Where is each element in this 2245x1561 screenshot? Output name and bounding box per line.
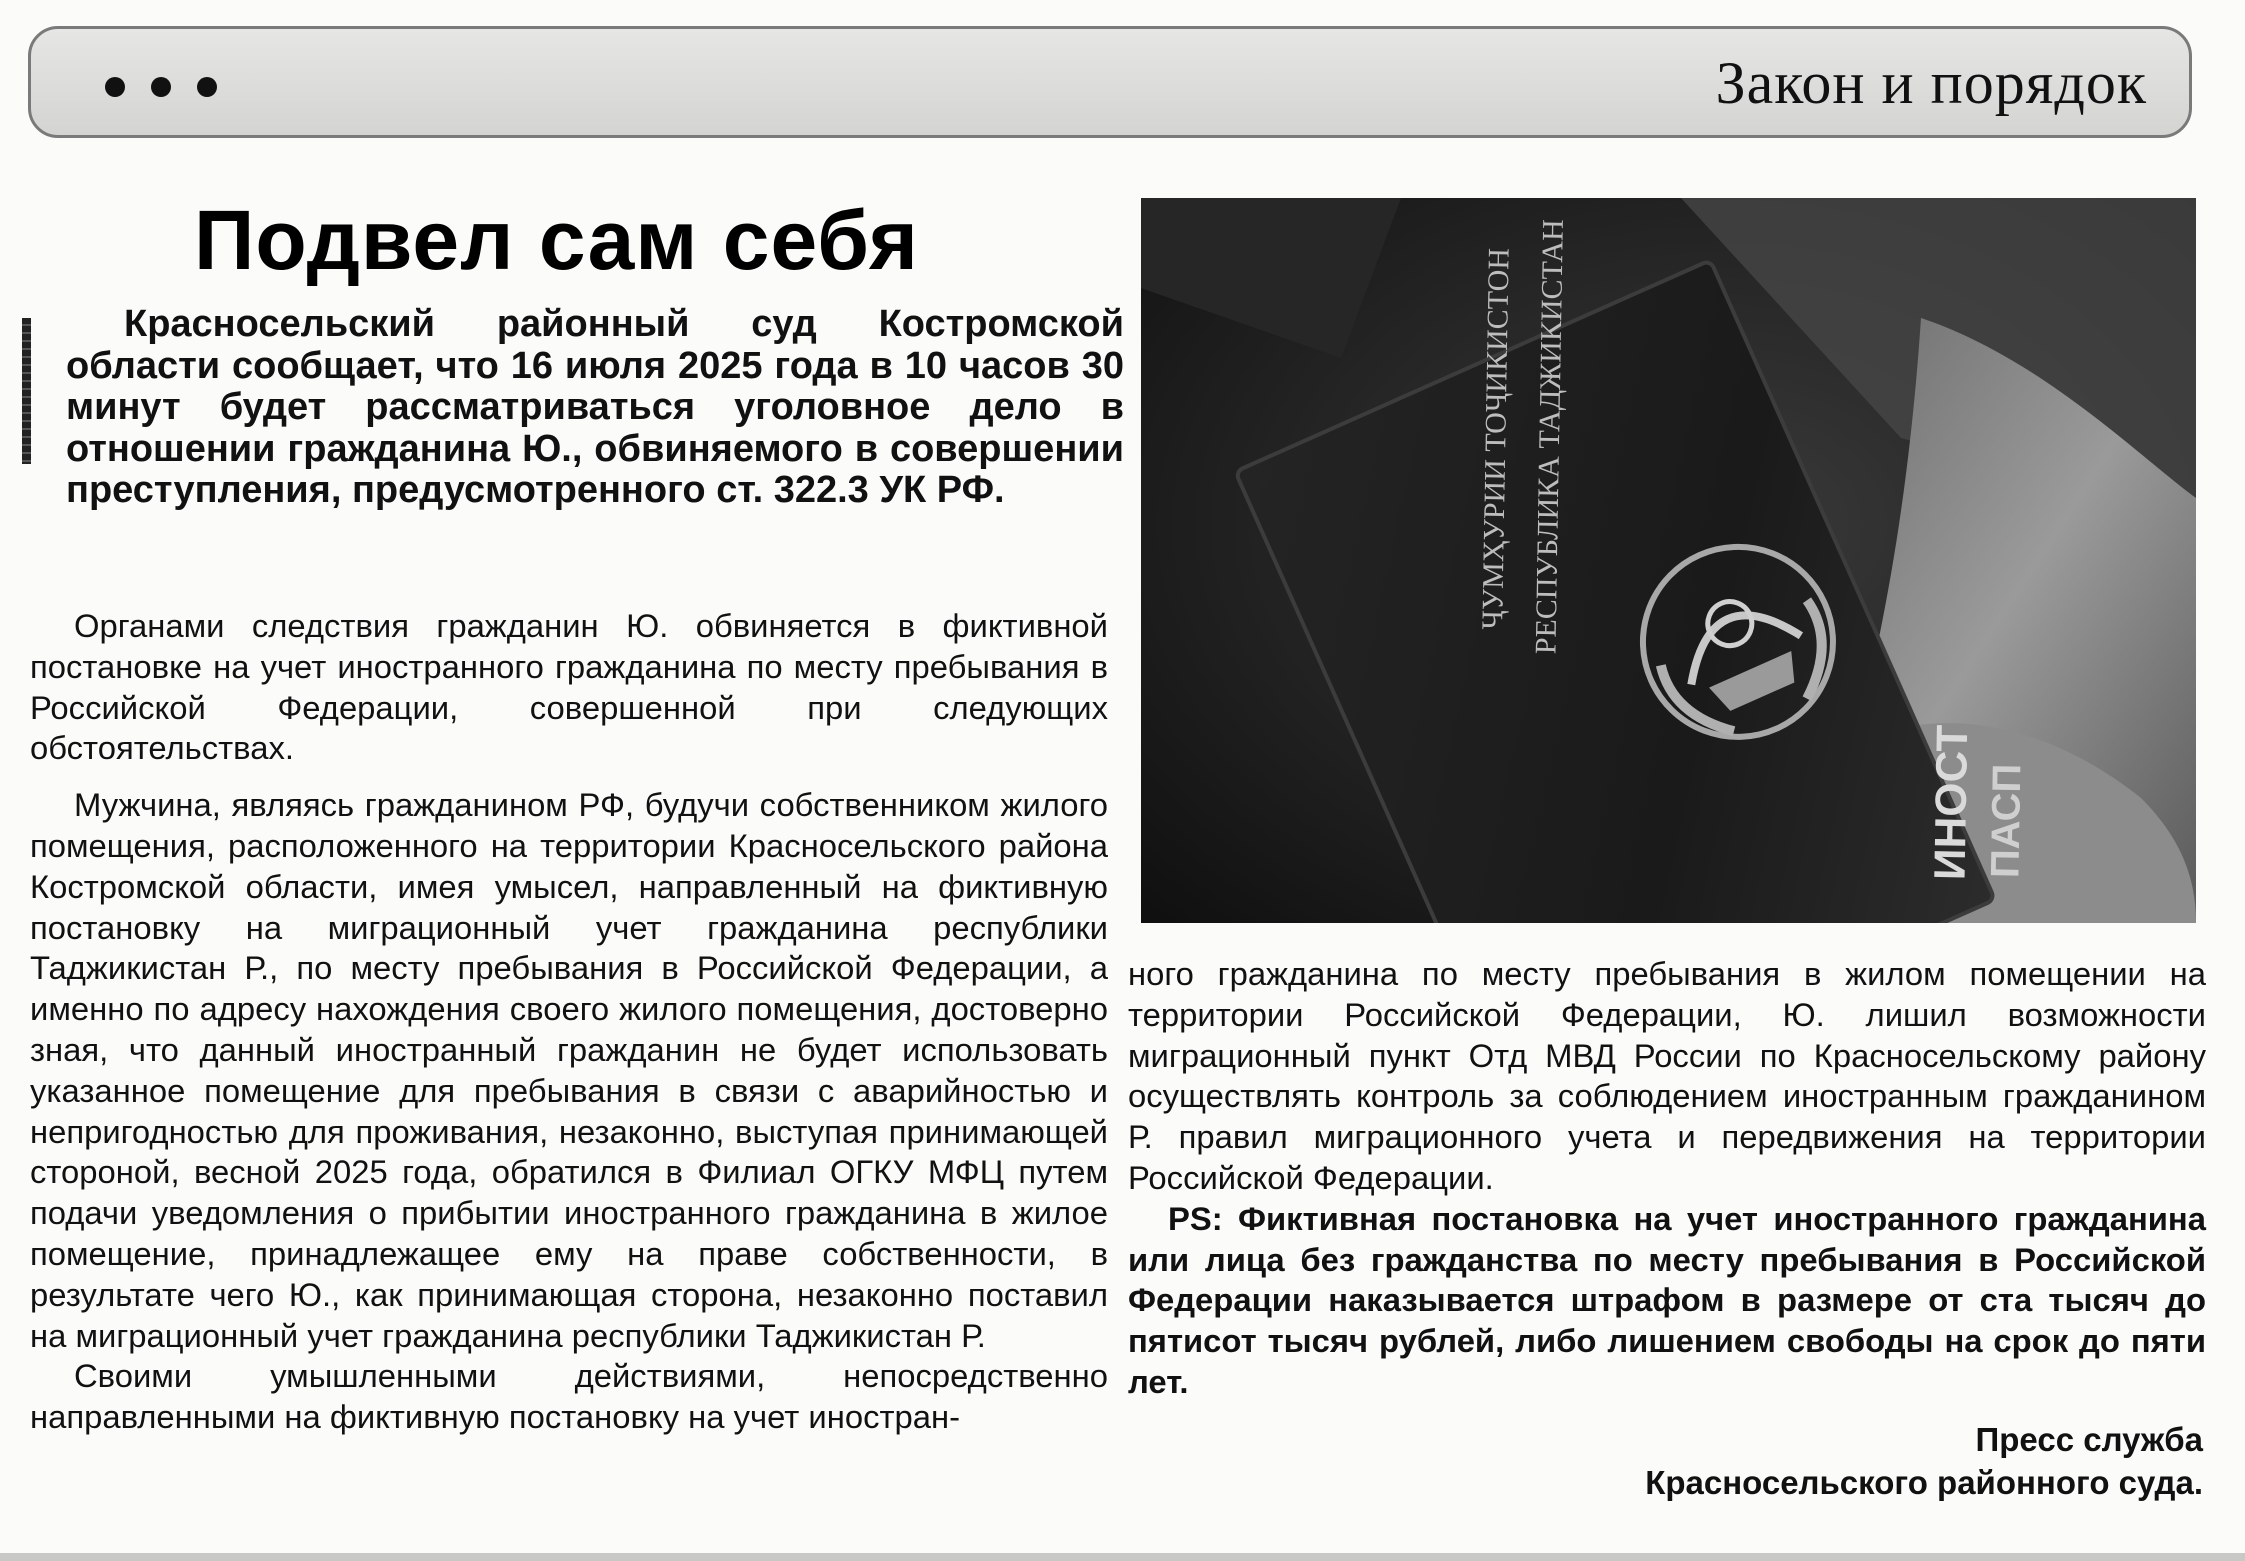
article-lead: Красносельский районный суд Костромской области сообщает, что 16 июля 2025 года в 10 часов 30 минут будет рассматриваться уголовное дело в отношении гражданина Ю., обвиняемого в совершении преступления, предусмотренного ст. 322.3 УК РФ. (66, 303, 1124, 511)
article-headline: Подвел сам себя (194, 193, 919, 287)
page-bottom-edge (0, 1553, 2245, 1561)
article-paragraph: Мужчина, являясь гражданином РФ, будучи собственником жилого помещения, расположенного на территории Красносельского района Костромской области, имея умысел, направленный на фиктивную постановку на миграционный учет гражданина республики Таджикистан Р., по месту пребывания в Российской Федерации, а именно по адресу нахождения своего жилого помещения, достоверно зная, что данный иностранный гражданин не будет использовать указанное помещение для пребывания в связи с аварийностью и непригодностью для проживания, незаконно, выступая принимающей стороной, весной 2025 года, обратился в Филиал ОГКУ МФЦ путем подачи уведомления о прибытии иностранного гражданина в жилое помещение, принадлежащее ему на праве собственности, в результате чего Ю., как принимающая сторона, незаконно поставил на миграционный учет гражданина республики Таджикистан Р. (30, 786, 1108, 1354)
article-column-left (30, 606, 1108, 1438)
bullet-dot-icon (151, 77, 171, 97)
passport-text-top: ҶУМҲУРИИ ТОҶИКИСТОН (1475, 247, 1516, 630)
article-postscript: PS: Фиктивная постановка на учет иностранного гражданина или лица без гражданства по месту пребывания в Российской Федерации наказывается штрафом в размере от ста тысяч до пятисот тысяч рублей, либо лишением свободы на срок до пяти лет. (1128, 1199, 2206, 1400)
signature-line: Пресс служба (1975, 1421, 2203, 1458)
press-service-signature (1645, 1418, 2203, 1504)
article-paragraph: Своими умышленными действиями, непосредственно направленными на фиктивную постановку на учет иностран- (30, 1357, 1108, 1436)
lead-side-rule (22, 318, 31, 464)
passport-text-second: РЕСПУБЛИКА ТАДЖИКИСТАН (1529, 219, 1570, 655)
passport-text-bottom: ИНОСТ (1925, 724, 1978, 881)
article-column-right (1128, 954, 2206, 1403)
bullet-dot-icon (197, 77, 217, 97)
bullet-dot-icon (105, 77, 125, 97)
section-title: Закон и порядок (1715, 50, 2147, 116)
section-header-bar (28, 26, 2192, 138)
article-paragraph: Органами следствия гражданин Ю. обвиняется в фиктивной постановке на учет иностранного гражданина по месту пребывания в Российской Федерации, совершенной при следующих обстоятельствах. (30, 607, 1108, 767)
passport-photo (1141, 198, 2196, 923)
header-dots (105, 77, 217, 97)
article-continuation: ного гражданина по месту пребывания в жилом помещении на территории Российской Федерации, Ю. лишил возможности миграционный пункт Отд МВД России по Красносельскому району осуществлять контроль за соблюдением иностранным гражданином Р. правил миграционного учета и передвижения на территории Российской Федерации. (1128, 955, 2206, 1196)
signature-line: Красносельского районного суда. (1645, 1464, 2203, 1501)
passport-text-bottom-2: ПАСП (1983, 763, 2030, 879)
